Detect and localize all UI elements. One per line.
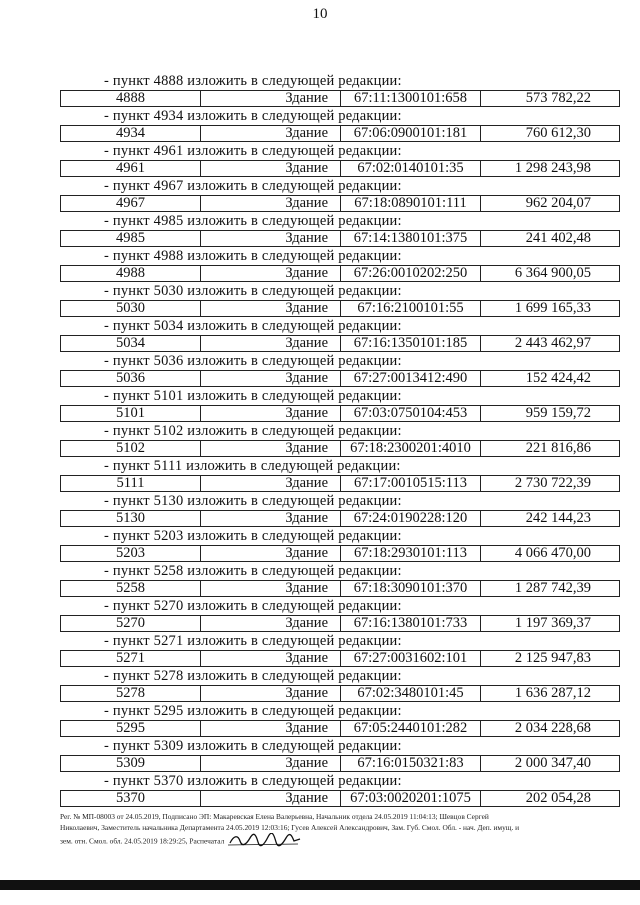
table-row [60, 510, 620, 527]
table-row [60, 440, 620, 457]
amendment-entry [0, 73, 640, 108]
object-type-cell: Здание [201, 791, 341, 806]
amendment-intro-text: - пункт 5370 изложить в следующей редакции: [104, 773, 402, 789]
object-type-cell: Здание [201, 406, 341, 421]
object-type-cell: Здание [201, 476, 341, 491]
table-row [60, 125, 620, 142]
cadastral-value-cell: 959 159,72 [525, 406, 591, 421]
cadastral-value-cell: 760 612,30 [525, 126, 591, 141]
item-number-cell: 4988 [61, 266, 201, 281]
item-number-cell: 4961 [61, 161, 201, 176]
table-row [60, 755, 620, 772]
table-row [60, 160, 620, 177]
object-type-cell: Здание [201, 441, 341, 456]
table-row [60, 685, 620, 702]
object-type-cell: Здание [201, 161, 341, 176]
footer-line-1: Рег. № МП-08003 от 24.05.2019, Подписано ЭП: Макаревская Елена Валерьевна, Начальник отдела 24.05.2019 11:04:13; Шевцов Сергей [60, 812, 489, 821]
signature-footer [60, 812, 620, 851]
table-row [60, 195, 620, 212]
item-number-cell: 5203 [61, 546, 201, 561]
table-row [60, 230, 620, 247]
cadastral-value-cell: 2 125 947,83 [514, 651, 591, 666]
item-number-cell: 4888 [61, 91, 201, 106]
cadastral-value-cell: 1 197 369,37 [514, 616, 591, 631]
cadastral-value-cell: 2 730 722,39 [514, 476, 591, 491]
amendment-intro-text: - пункт 4934 изложить в следующей редакции: [104, 108, 402, 124]
table-row [60, 475, 620, 492]
amendment-intro-text: - пункт 5102 изложить в следующей редакции: [104, 423, 402, 439]
object-type-cell: Здание [201, 651, 341, 666]
page-number: 10 [312, 6, 328, 22]
cadastral-value-cell: 1 298 243,98 [514, 161, 591, 176]
cadastral-number-cell: 67:16:2100101:55 [341, 301, 481, 316]
cadastral-value-cell: 202 054,28 [525, 791, 591, 806]
item-number-cell: 5036 [61, 371, 201, 386]
object-type-cell: Здание [201, 91, 341, 106]
item-number-cell: 5102 [61, 441, 201, 456]
amendment-entry [0, 388, 640, 423]
cadastral-number-cell: 67:18:3090101:370 [341, 581, 481, 596]
cadastral-value-cell: 1 287 742,39 [514, 581, 591, 596]
amendment-intro-text: - пункт 4961 изложить в следующей редакции: [104, 143, 402, 159]
item-number-cell: 5295 [61, 721, 201, 736]
table-row [60, 300, 620, 317]
cadastral-number-cell: 67:16:1350101:185 [341, 336, 481, 351]
table-row [60, 90, 620, 107]
footer-line-3: зем. отн. Смол. обл. 24.05.2019 18:29:25, Распечатал [60, 836, 225, 846]
amendment-intro-text: - пункт 5203 изложить в следующей редакции: [104, 528, 402, 544]
cadastral-value-cell: 1 699 165,33 [514, 301, 591, 316]
amendment-intro-text: - пункт 5271 изложить в следующей редакции: [104, 633, 402, 649]
cadastral-number-cell: 67:27:0013412:490 [341, 371, 481, 386]
amendment-entry [0, 108, 640, 143]
object-type-cell: Здание [201, 266, 341, 281]
amendment-intro-text: - пункт 4967 изложить в следующей редакции: [104, 178, 402, 194]
cadastral-value-cell: 4 066 470,00 [514, 546, 591, 561]
object-type-cell: Здание [201, 371, 341, 386]
amendment-entry [0, 143, 640, 178]
amendment-entry [0, 283, 640, 318]
object-type-cell: Здание [201, 336, 341, 351]
cadastral-value-cell: 1 636 287,12 [514, 686, 591, 701]
amendment-intro-text: - пункт 5258 изложить в следующей редакции: [104, 563, 402, 579]
cadastral-value-cell: 2 034 228,68 [514, 721, 591, 736]
object-type-cell: Здание [201, 126, 341, 141]
amendment-entry [0, 703, 640, 738]
table-row [60, 650, 620, 667]
amendment-entry [0, 633, 640, 668]
object-type-cell: Здание [201, 511, 341, 526]
cadastral-value-cell: 962 204,07 [525, 196, 591, 211]
item-number-cell: 5101 [61, 406, 201, 421]
item-number-cell: 4934 [61, 126, 201, 141]
item-number-cell: 5030 [61, 301, 201, 316]
table-row [60, 265, 620, 282]
item-number-cell: 5271 [61, 651, 201, 666]
cadastral-number-cell: 67:18:0890101:111 [341, 196, 481, 211]
amendment-intro-text: - пункт 5278 изложить в следующей редакции: [104, 668, 402, 684]
item-number-cell: 5270 [61, 616, 201, 631]
amendment-entry [0, 178, 640, 213]
amendment-entry [0, 318, 640, 353]
cadastral-number-cell: 67:18:2930101:113 [341, 546, 481, 561]
amendment-entry [0, 423, 640, 458]
table-row [60, 615, 620, 632]
cadastral-value-cell: 2 443 462,97 [514, 336, 591, 351]
page-bottom-bar [0, 880, 640, 890]
footer-line-2: Николаевич, Заместитель начальника Департамента 24.05.2019 12:03:16; Гусев Алексей Александрович, Зам. Губ. Смол. Обл. - нач. Деп. имущ. и [60, 822, 520, 832]
amendment-entry [0, 528, 640, 563]
table-row [60, 405, 620, 422]
cadastral-number-cell: 67:27:0031602:101 [341, 651, 481, 666]
amendment-intro-text: - пункт 5130 изложить в следующей редакции: [104, 493, 402, 509]
cadastral-number-cell: 67:03:0750104:453 [341, 406, 481, 421]
table-row [60, 720, 620, 737]
amendment-intro-text: - пункт 5309 изложить в следующей редакции: [104, 738, 402, 754]
amendment-list [0, 73, 640, 808]
amendment-entry [0, 668, 640, 703]
cadastral-number-cell: 67:06:0900101:181 [341, 126, 481, 141]
cadastral-number-cell: 67:05:2440101:282 [341, 721, 481, 736]
amendment-intro-text: - пункт 4888 изложить в следующей редакции: [104, 73, 402, 89]
amendment-intro-text: - пункт 4988 изложить в следующей редакции: [104, 248, 402, 264]
cadastral-value-cell: 573 782,22 [525, 91, 591, 106]
table-row [60, 335, 620, 352]
amendment-entry [0, 248, 640, 283]
table-row [60, 370, 620, 387]
item-number-cell: 5370 [61, 791, 201, 806]
object-type-cell: Здание [201, 196, 341, 211]
cadastral-number-cell: 67:02:0140101:35 [341, 161, 481, 176]
amendment-entry [0, 213, 640, 248]
object-type-cell: Здание [201, 721, 341, 736]
table-row [60, 545, 620, 562]
item-number-cell: 5258 [61, 581, 201, 596]
object-type-cell: Здание [201, 546, 341, 561]
cadastral-value-cell: 6 364 900,05 [514, 266, 591, 281]
cadastral-value-cell: 241 402,48 [525, 231, 591, 246]
amendment-intro-text: - пункт 5295 изложить в следующей редакции: [104, 703, 402, 719]
amendment-entry [0, 458, 640, 493]
amendment-entry [0, 353, 640, 388]
cadastral-value-cell: 152 424,42 [525, 371, 591, 386]
amendment-intro-text: - пункт 5270 изложить в следующей редакции: [104, 598, 402, 614]
amendment-intro-text: - пункт 5030 изложить в следующей редакции: [104, 283, 402, 299]
amendment-intro-text: - пункт 5111 изложить в следующей редакции: [104, 458, 401, 474]
amendment-intro-text: - пункт 5101 изложить в следующей редакции: [104, 388, 402, 404]
cadastral-number-cell: 67:14:1380101:375 [341, 231, 481, 246]
cadastral-number-cell: 67:11:1300101:658 [341, 91, 481, 106]
table-row [60, 580, 620, 597]
cadastral-value-cell: 2 000 347,40 [514, 756, 591, 771]
cadastral-number-cell: 67:16:0150321:83 [341, 756, 481, 771]
object-type-cell: Здание [201, 616, 341, 631]
amendment-entry [0, 563, 640, 598]
cadastral-number-cell: 67:17:0010515:113 [341, 476, 481, 491]
cadastral-number-cell: 67:26:0010202:250 [341, 266, 481, 281]
item-number-cell: 5034 [61, 336, 201, 351]
cadastral-number-cell: 67:18:2300201:4010 [341, 441, 481, 456]
object-type-cell: Здание [201, 756, 341, 771]
item-number-cell: 5309 [61, 756, 201, 771]
amendment-intro-text: - пункт 5034 изложить в следующей редакции: [104, 318, 402, 334]
cadastral-number-cell: 67:02:3480101:45 [341, 686, 481, 701]
amendment-entry [0, 738, 640, 773]
object-type-cell: Здание [201, 301, 341, 316]
amendment-intro-text: - пункт 5036 изложить в следующей редакции: [104, 353, 402, 369]
item-number-cell: 4985 [61, 231, 201, 246]
object-type-cell: Здание [201, 231, 341, 246]
amendment-intro-text: - пункт 4985 изложить в следующей редакции: [104, 213, 402, 229]
amendment-entry [0, 493, 640, 528]
cadastral-number-cell: 67:24:0190228:120 [341, 511, 481, 526]
item-number-cell: 4967 [61, 196, 201, 211]
object-type-cell: Здание [201, 686, 341, 701]
item-number-cell: 5130 [61, 511, 201, 526]
object-type-cell: Здание [201, 581, 341, 596]
cadastral-number-cell: 67:16:1380101:733 [341, 616, 481, 631]
handwritten-signature [228, 833, 302, 851]
cadastral-number-cell: 67:03:0020201:1075 [341, 791, 481, 806]
amendment-entry [0, 598, 640, 633]
item-number-cell: 5278 [61, 686, 201, 701]
cadastral-value-cell: 242 144,23 [525, 511, 591, 526]
amendment-entry [0, 773, 640, 808]
cadastral-value-cell: 221 816,86 [525, 441, 591, 456]
item-number-cell: 5111 [61, 476, 201, 491]
table-row [60, 790, 620, 807]
